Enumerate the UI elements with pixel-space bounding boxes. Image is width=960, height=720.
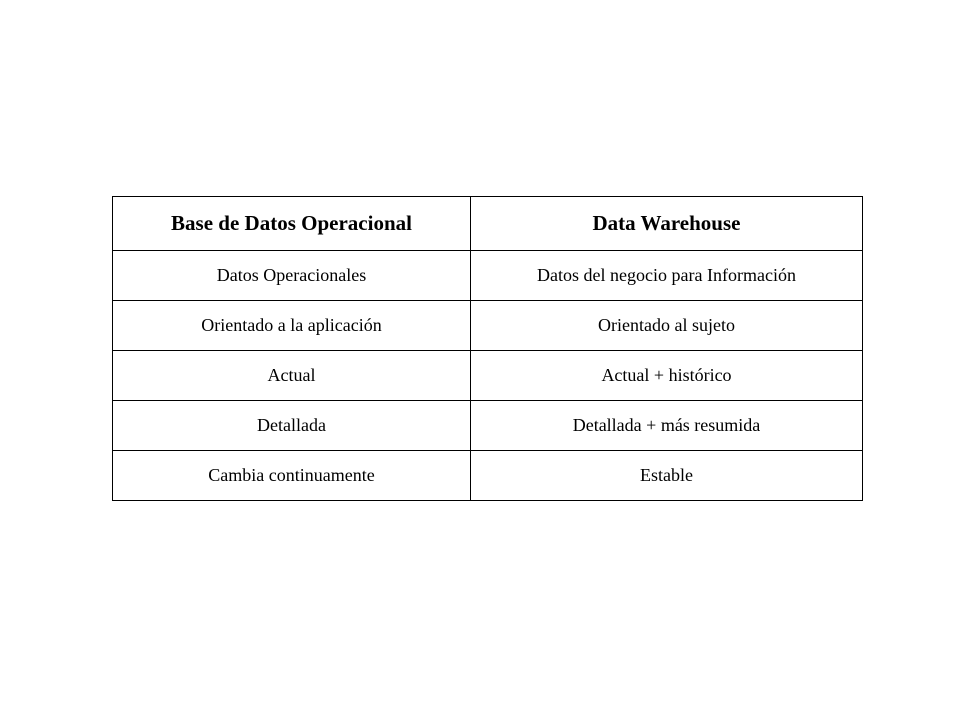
table-cell-operational: Detallada [113,401,471,451]
table-cell-warehouse: Datos del negocio para Información [471,251,863,301]
table-cell-warehouse: Detallada + más resumida [471,401,863,451]
table-row [113,401,863,451]
table-cell-operational: Actual [113,351,471,401]
table-cell-operational: Cambia continuamente [113,451,471,501]
table-cell-warehouse: Orientado al sujeto [471,301,863,351]
table-header-row [113,197,863,251]
table-row [113,301,863,351]
table-cell-operational: Datos Operacionales [113,251,471,301]
header-data-warehouse: Data Warehouse [471,197,863,251]
table-cell-warehouse: Estable [471,451,863,501]
table-cell-operational: Orientado a la aplicación [113,301,471,351]
table-row [113,451,863,501]
table-row [113,251,863,301]
table-cell-warehouse: Actual + histórico [471,351,863,401]
comparison-table [112,196,863,501]
table-row [113,351,863,401]
header-operational-db: Base de Datos Operacional [113,197,471,251]
